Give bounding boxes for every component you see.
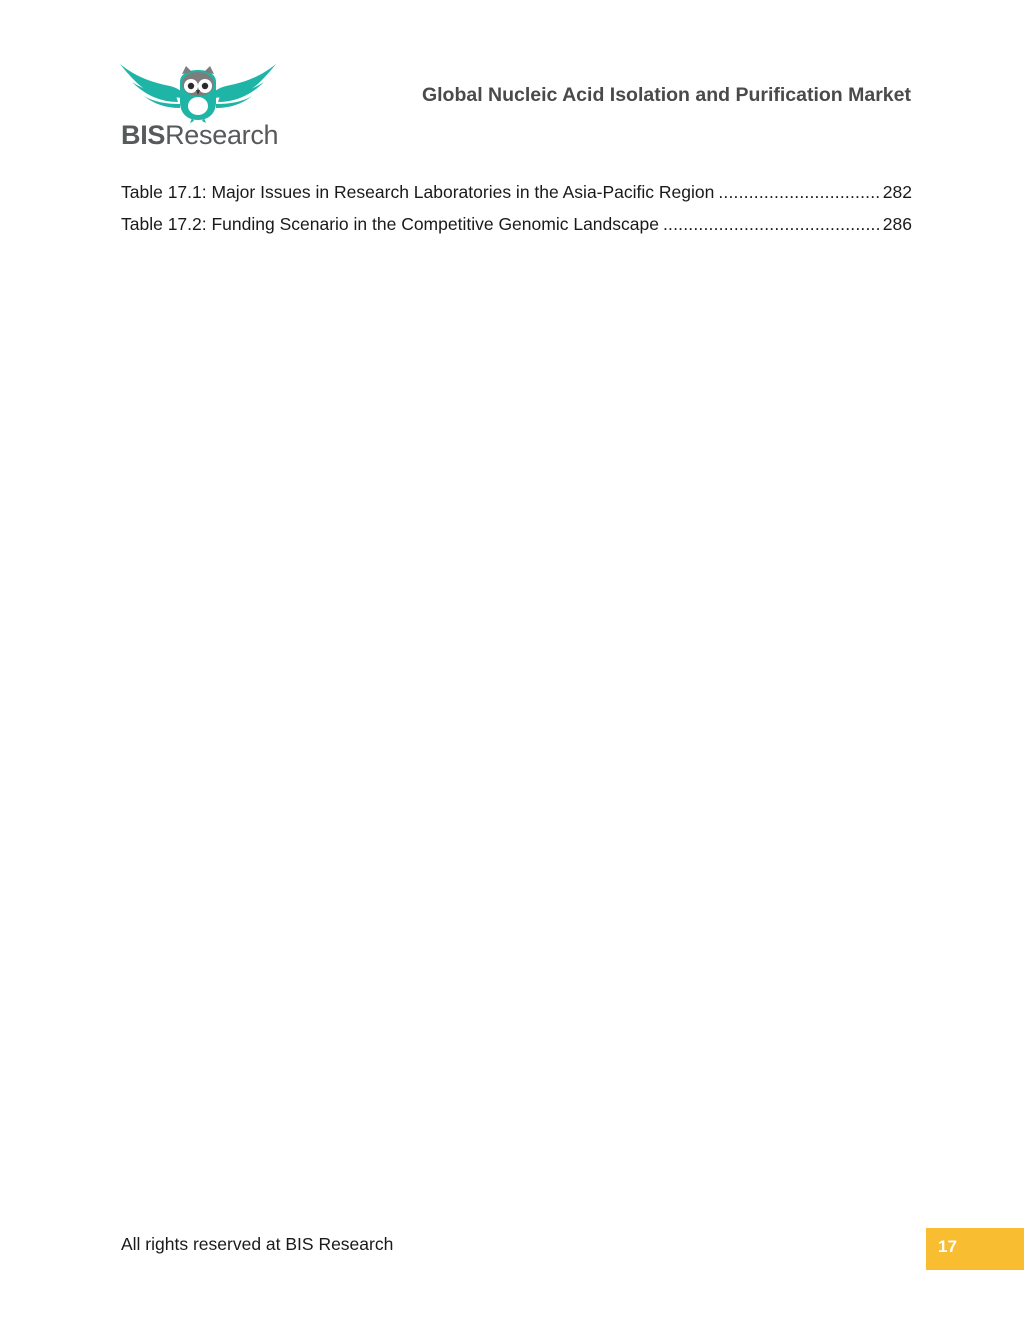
logo-brand-regular: Research bbox=[165, 120, 279, 150]
logo-brand-bold: BIS bbox=[121, 120, 166, 150]
logo-wordmark bbox=[121, 120, 278, 150]
page-number-badge bbox=[926, 1228, 1024, 1270]
page-number: 17 bbox=[938, 1237, 957, 1256]
document-title: Global Nucleic Acid Isolation and Purification Market bbox=[421, 84, 911, 106]
toc-entry-title: Table 17.2: Funding Scenario in the Competitive Genomic Landscape bbox=[121, 214, 659, 234]
footer-copyright: All rights reserved at BIS Research bbox=[121, 1234, 394, 1254]
toc-dot-leader bbox=[718, 180, 879, 204]
toc-entry-title: Table 17.1: Major Issues in Research Laboratories in the Asia-Pacific Region bbox=[121, 182, 715, 202]
toc-entry-page: 282 bbox=[882, 182, 912, 202]
toc-entry[interactable] bbox=[121, 212, 912, 244]
company-logo bbox=[118, 62, 278, 152]
toc-entry[interactable] bbox=[121, 180, 912, 212]
toc-dot-leader bbox=[663, 212, 880, 236]
owl-logo-icon bbox=[118, 62, 278, 124]
toc-entry-page: 286 bbox=[882, 214, 912, 234]
table-of-contents bbox=[121, 180, 912, 244]
